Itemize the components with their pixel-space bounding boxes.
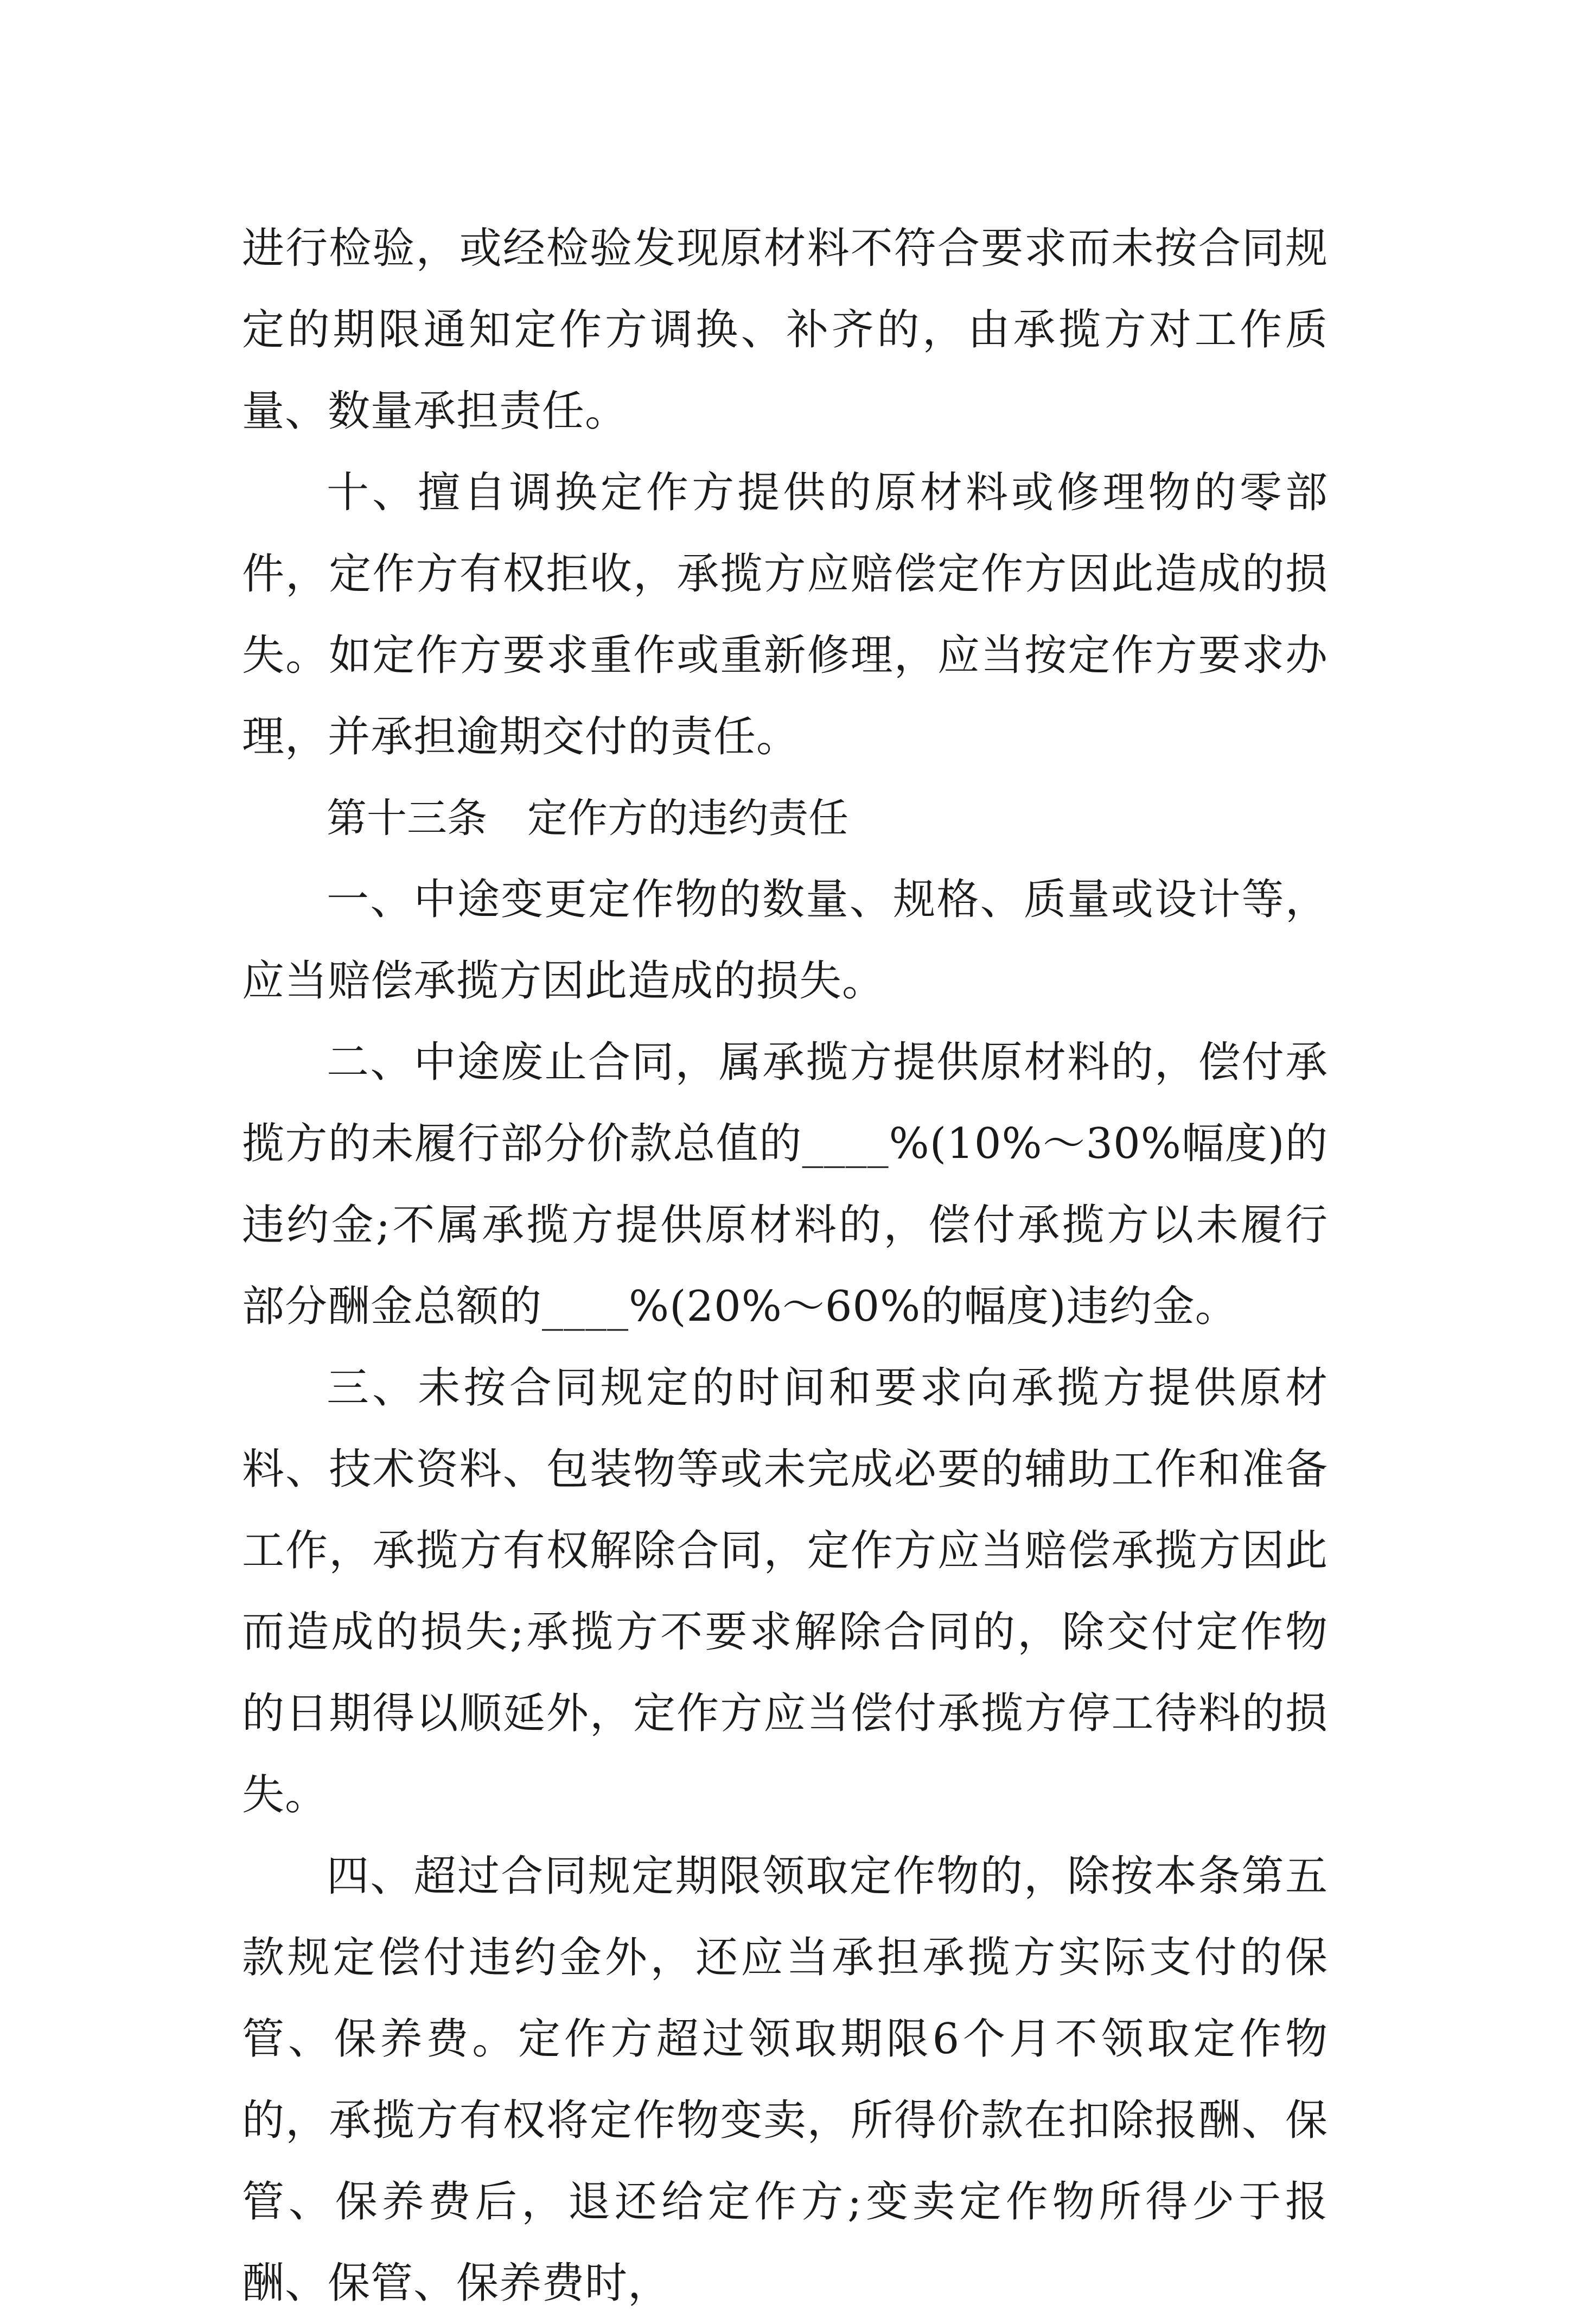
paragraph-clause-ten: 十、擅自调换定作方提供的原材料或修理物的零部件，定作方有权拒收，承揽方应赔偿定作方因此造成的损失。如定作方要求重作或重新修理，应当按定作方要求办理，并承担逾期交付的责任。: [242, 468, 1328, 761]
document-body: [242, 208, 1328, 2324]
paragraph-clause-two: 二、中途废止合同，属承揽方提供原材料的，偿付承揽方的未履行部分价款总值的____%(10%～30%幅度)的违约金;不属承揽方提供原材料的，偿付承揽方以未履行部分酬金总额的____%(20%～60%的幅度)违约金。: [242, 1038, 1328, 1331]
paragraph-clause-four: 四、超过合同规定期限领取定作物的，除按本条第五款规定偿付违约金外，还应当承担承揽方实际支付的保管、保养费。定作方超过领取期限6个月不领取定作物的，承揽方有权将定作物变卖，所得价款在扣除报酬、保管、保养费后，退还给定作方;变卖定作物所得少于报酬、保管、保养费时，: [242, 1852, 1328, 2308]
paragraph-clause-three: 三、未按合同规定的时间和要求向承揽方提供原材料、技术资料、包装物等或未完成必要的辅助工作和准备工作，承揽方有权解除合同，定作方应当赔偿承揽方因此而造成的损失;承揽方不要求解除合同的，除交付定作物的日期得以顺延外，定作方应当偿付承揽方停工待料的损失。: [242, 1364, 1328, 1819]
paragraph-clause-one: 一、中途变更定作物的数量、规格、质量或设计等，应当赔偿承揽方因此造成的损失。: [242, 875, 1328, 1005]
article-heading: 第十三条 定作方的违约责任: [327, 795, 848, 842]
paragraph-continuation: 进行检验，或经检验发现原材料不符合要求而未按合同规定的期限通知定作方调换、补齐的，由承揽方对工作质量、数量承担责任。: [242, 224, 1328, 436]
